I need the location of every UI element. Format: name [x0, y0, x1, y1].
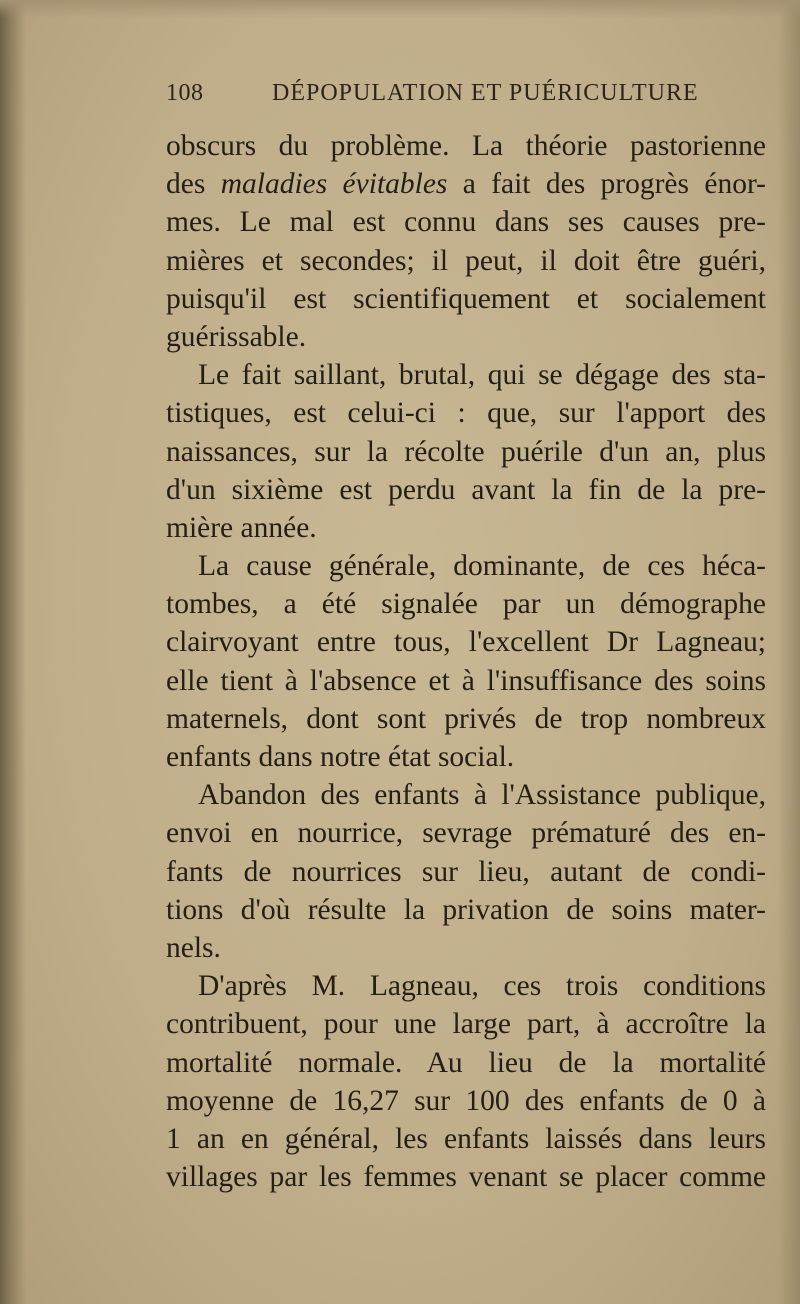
text-line: mière année. [166, 511, 317, 544]
text-line: d'un sixième est perdu avant la fin de la pre- [166, 473, 766, 506]
text-line: puisqu'il est scientifiquement et socialement [166, 282, 766, 315]
text-segment: des [166, 168, 221, 201]
text-line: 1 an en général, les enfants laissés dans leurs [166, 1122, 766, 1155]
text-line: obscurs du problème. La théorie pastorienne [166, 130, 766, 162]
text-line: tombes, a été signalée par un démographe [166, 588, 766, 621]
text-line [166, 165, 766, 203]
running-head: DÉPOPULATION ET PUÉRICULTURE [272, 80, 699, 106]
text-line: mortalité normale. Au lieu de la mortalité [166, 1046, 766, 1079]
text-line: Abandon des enfants à l'Assistance publique, [198, 779, 766, 812]
text-line: naissances, sur la récolte puérile d'un an, plus [166, 435, 766, 468]
page-header [166, 80, 756, 114]
text-line: envoi en nourrice, sevrage prématuré des en- [166, 817, 766, 850]
text-line: maternels, dont sont privés de trop nombreux [166, 702, 766, 735]
text-line: mières et secondes; il peut, il doit être guéri, [166, 244, 766, 277]
page-number: 108 [166, 80, 204, 106]
text-line: elle tient à l'absence et à l'insuffisance des soins [166, 664, 766, 697]
text-line: D'après M. Lagneau, ces trois conditions [198, 970, 766, 1003]
text-line: Le fait saillant, brutal, qui se dégage des sta- [198, 359, 766, 392]
text-line: guérissable. [166, 320, 307, 353]
page-top-shadow [0, 0, 800, 18]
text-line: contribuent, pour une large part, à accroître la [166, 1008, 766, 1041]
text-line: enfants dans notre état social. [166, 741, 515, 773]
text-line: moyenne de 16,27 sur 100 des enfants de 0 à [166, 1084, 766, 1117]
text-line: clairvoyant entre tous, l'excellent Dr Lagneau; [166, 626, 766, 659]
text-line: fants de nourrices sur lieu, autant de condi- [166, 855, 766, 888]
text-segment: a fait des progrès énor- [447, 168, 766, 201]
text-line: tions d'où résulte la privation de soins mater- [166, 893, 766, 926]
body-text [166, 127, 766, 1196]
text-line: villages par les femmes venant se placer comme [166, 1161, 766, 1194]
text-line: La cause générale, dominante, de ces héca- [198, 550, 766, 583]
page-binding-shadow [0, 0, 26, 1304]
text-line: tistiques, est celui-ci : que, sur l'apport des [166, 397, 766, 430]
italic-phrase: maladies évitables [220, 168, 448, 201]
text-line: mes. Le mal est connu dans ses causes pre- [166, 206, 766, 239]
page-edge-shadow [778, 0, 800, 1304]
text-line: nels. [166, 931, 221, 964]
